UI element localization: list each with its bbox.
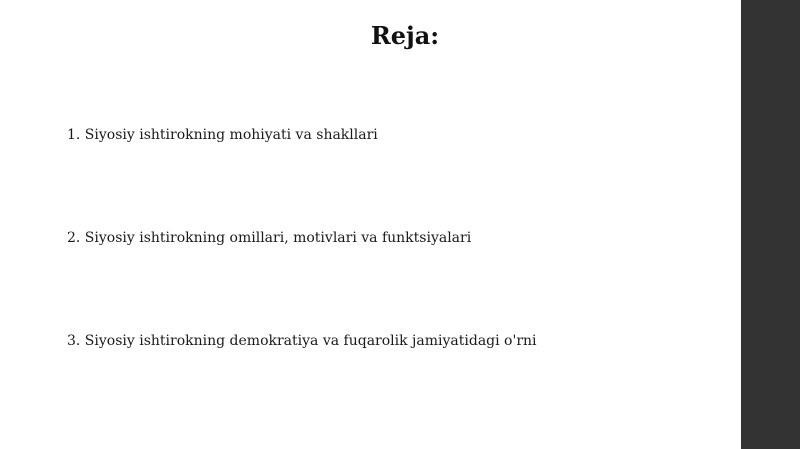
side-panel bbox=[741, 0, 800, 449]
plan-item-2: 2. Siyosiy ishtirokning omillari, motivlari va funktsiyalari bbox=[67, 230, 472, 246]
plan-item-1: 1. Siyosiy ishtirokning mohiyati va shakllari bbox=[67, 127, 378, 143]
slide-title: Reja: bbox=[370, 21, 440, 50]
plan-item-3: 3. Siyosiy ishtirokning demokratiya va fuqarolik jamiyatidagi o'rni bbox=[67, 333, 537, 349]
